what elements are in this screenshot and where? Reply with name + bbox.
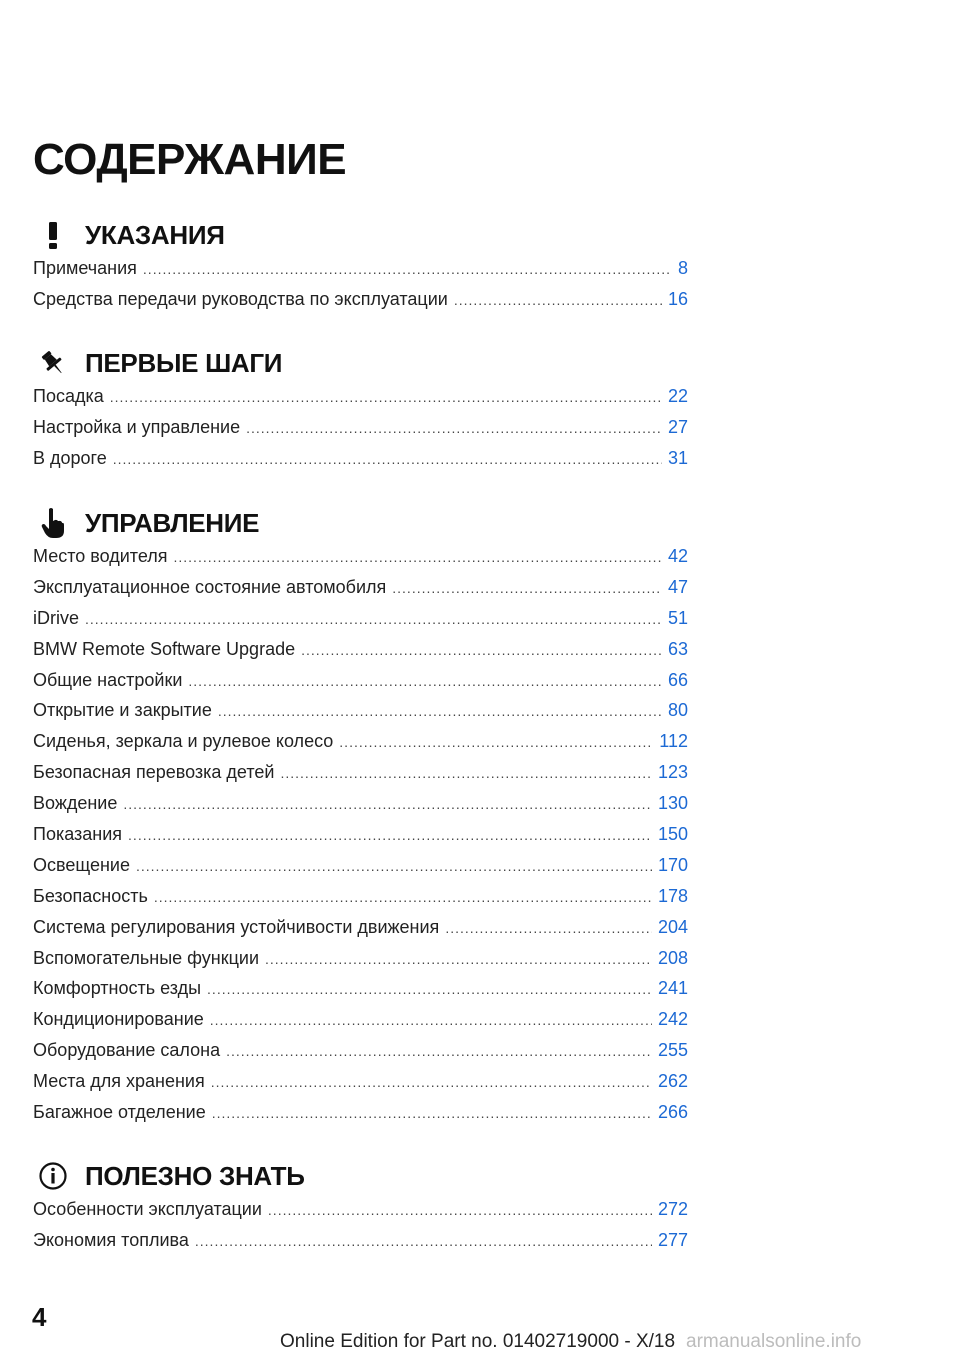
toc-entry[interactable]	[33, 289, 688, 320]
page-number: 4	[32, 1302, 47, 1332]
toc-entry[interactable]	[33, 978, 688, 1009]
toc-entry-label: Примечания	[33, 258, 137, 278]
toc-entry-label: Особенности эксплуатации	[33, 1199, 262, 1219]
toc-entry[interactable]	[33, 670, 688, 701]
toc-entry-label: iDrive	[33, 607, 80, 628]
toc-leader-dots	[212, 1105, 652, 1121]
toc-leader-dots	[128, 827, 652, 843]
section-title: ПЕРВЫЕ ШАГИ	[85, 347, 283, 378]
toc-entry-label: Открытие и закрытие	[33, 700, 212, 721]
toc-page-link[interactable]: 22	[667, 386, 688, 406]
toc-entry[interactable]	[33, 1230, 688, 1261]
toc-page-link[interactable]: 204	[657, 916, 688, 937]
toc-page-link[interactable]: 123	[657, 762, 688, 783]
toc-page-link[interactable]: 8	[677, 258, 688, 278]
section-header[interactable]	[33, 1159, 688, 1193]
toc-entry-label: Оборудование салона	[33, 1040, 221, 1061]
pointing-hand-icon	[35, 508, 71, 538]
toc-entry[interactable]	[33, 793, 688, 824]
toc-page-link[interactable]: 241	[657, 978, 688, 999]
toc-page-link[interactable]: 255	[657, 1040, 688, 1061]
edition-footer: Online Edition for Part no. 01402719000 - X/18	[280, 1331, 676, 1352]
toc-page-link[interactable]: 178	[657, 885, 688, 906]
exclamation-icon	[35, 220, 71, 250]
toc-page-link[interactable]: 150	[657, 824, 688, 845]
section-header[interactable]	[33, 506, 688, 540]
toc-entry-label: Средства передачи руководства по эксплуатации	[33, 288, 448, 309]
toc-entry-label: Экономия топлива	[33, 1229, 189, 1250]
section-header[interactable]	[33, 346, 688, 380]
toc-entry[interactable]	[33, 546, 688, 577]
toc-page-link[interactable]: 66	[667, 669, 688, 690]
toc-leader-dots	[265, 951, 652, 967]
toc-section-good-to-know	[33, 1159, 688, 1261]
toc-leader-dots	[268, 1202, 652, 1218]
toc-leader-dots	[339, 734, 653, 750]
toc-entry[interactable]	[33, 448, 688, 479]
toc-leader-dots	[113, 451, 662, 467]
toc-leader-dots	[454, 292, 662, 308]
section-title: ПОЛЕЗНО ЗНАТЬ	[85, 1160, 305, 1191]
toc-entry[interactable]	[33, 1199, 688, 1230]
toc-page-link[interactable]: 272	[657, 1199, 688, 1219]
toc-leader-dots	[226, 1043, 652, 1059]
toc-leader-dots	[154, 889, 652, 905]
toc-page-link[interactable]: 266	[657, 1102, 688, 1123]
toc-page-link[interactable]: 42	[667, 546, 688, 566]
toc-entry-label: Комфортность езды	[33, 978, 202, 999]
toc-section-notes	[33, 218, 688, 320]
toc-section-first-steps	[33, 346, 688, 479]
toc-leader-dots	[392, 580, 662, 596]
toc-leader-dots	[211, 1074, 652, 1090]
toc-page-link[interactable]: 208	[657, 947, 688, 968]
toc-page-link[interactable]: 262	[657, 1071, 688, 1092]
toc-leader-dots	[143, 261, 672, 277]
toc-entry-label: Общие настройки	[33, 669, 183, 690]
toc-section-operation	[33, 506, 688, 1133]
section-title: УКАЗАНИЯ	[85, 219, 225, 250]
toc-entry[interactable]	[33, 386, 688, 417]
toc-entry[interactable]	[33, 639, 688, 670]
watermark: armanualsonline.info	[686, 1331, 862, 1352]
toc-entry[interactable]	[33, 577, 688, 608]
toc-entry-label: Вспомогательные функции	[33, 947, 260, 968]
toc-leader-dots	[136, 858, 652, 874]
toc-page-link[interactable]: 16	[667, 288, 688, 309]
toc-leader-dots	[210, 1012, 652, 1028]
toc-page-link[interactable]: 80	[667, 700, 688, 721]
toc-entry-label: Кондиционирование	[33, 1009, 204, 1030]
toc-page-link[interactable]: 27	[667, 416, 688, 437]
thumbtack-icon	[35, 348, 71, 378]
toc-page-link[interactable]: 242	[657, 1009, 688, 1030]
toc-entry[interactable]	[33, 258, 688, 289]
toc-entry[interactable]	[33, 1102, 688, 1133]
toc-entry-label: Эксплуатационное состояние автомобиля	[33, 576, 387, 597]
toc-leader-dots	[218, 703, 662, 719]
page-title: СОДЕРЖАНИЕ	[33, 135, 347, 185]
toc-page-link[interactable]: 31	[667, 447, 688, 468]
toc-entry-label: Место водителя	[33, 546, 168, 566]
toc-entry[interactable]	[33, 1040, 688, 1071]
toc-entry-label: Показания	[33, 824, 123, 845]
toc-page-link[interactable]: 170	[657, 854, 688, 875]
toc-leader-dots	[445, 920, 652, 936]
toc-entry-label: Безопасная перевозка детей	[33, 762, 275, 783]
toc-page-link[interactable]: 277	[657, 1229, 688, 1250]
toc-leader-dots	[195, 1233, 652, 1249]
toc-page-link[interactable]: 63	[667, 638, 688, 659]
toc-entry[interactable]	[33, 1009, 688, 1040]
toc-entry-label: Места для хранения	[33, 1071, 205, 1092]
info-circle-icon	[35, 1161, 71, 1191]
toc-entry-label: В дороге	[33, 447, 107, 468]
toc-entry[interactable]	[33, 608, 688, 639]
section-title: УПРАВЛЕНИЕ	[85, 507, 260, 538]
toc-entry[interactable]	[33, 762, 688, 793]
toc-entry[interactable]	[33, 700, 688, 731]
toc-leader-dots	[110, 389, 662, 405]
toc-leader-dots	[85, 611, 662, 627]
toc-entry-label: Освещение	[33, 854, 130, 875]
toc-leader-dots	[188, 673, 662, 689]
section-header[interactable]	[33, 218, 688, 252]
toc-entry-label: Безопасность	[33, 885, 148, 906]
toc-entry-label: Система регулирования устойчивости движения	[33, 916, 440, 937]
toc-entry[interactable]	[33, 948, 688, 979]
toc-page-link[interactable]: 112	[659, 731, 688, 752]
toc-entry[interactable]	[33, 855, 688, 886]
toc-entry-label: Багажное отделение	[33, 1102, 206, 1123]
toc-entry[interactable]	[33, 886, 688, 917]
toc-entry[interactable]	[33, 917, 688, 948]
toc-page-link[interactable]: 47	[667, 576, 688, 597]
toc-leader-dots	[246, 420, 662, 436]
toc-entry[interactable]	[33, 1071, 688, 1102]
toc-leader-dots	[280, 765, 652, 781]
toc-entry-label: Вождение	[33, 793, 118, 814]
toc-page-link[interactable]: 51	[667, 607, 688, 628]
toc-entry-label: BMW Remote Software Upgrade	[33, 638, 296, 659]
toc-entry-label: Посадка	[33, 386, 104, 406]
toc-leader-dots	[123, 796, 652, 812]
toc-entry[interactable]	[33, 417, 688, 448]
toc-page-link[interactable]: 130	[657, 793, 688, 814]
toc-entry-label: Сиденья, зеркала и рулевое колесо	[33, 731, 334, 752]
toc-entry[interactable]	[33, 731, 688, 762]
toc-entry[interactable]	[33, 824, 688, 855]
toc-leader-dots	[207, 981, 652, 997]
toc-leader-dots	[301, 642, 662, 658]
toc-entry-label: Настройка и управление	[33, 416, 241, 437]
toc-leader-dots	[174, 549, 662, 565]
